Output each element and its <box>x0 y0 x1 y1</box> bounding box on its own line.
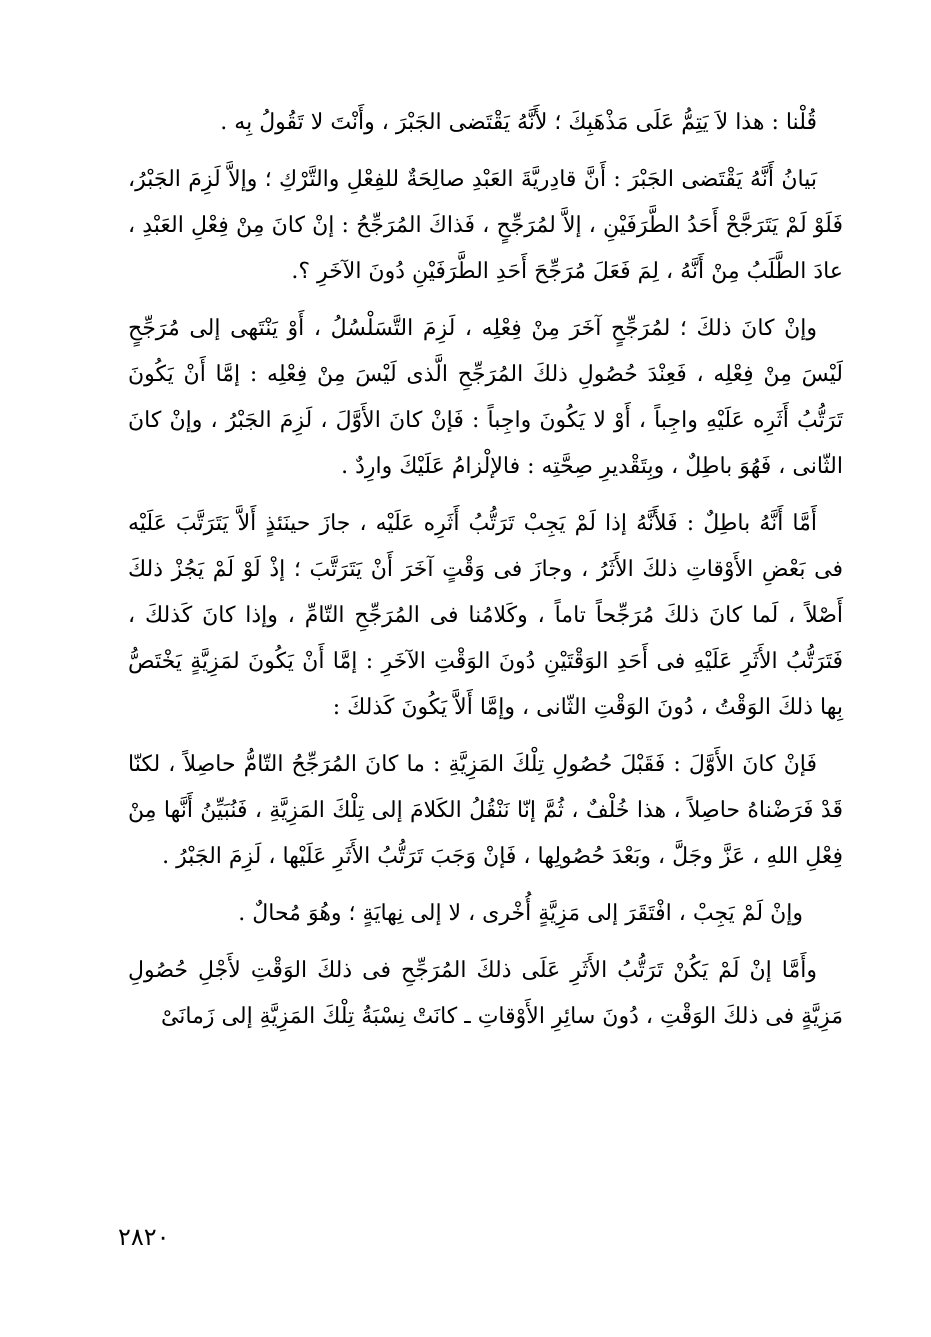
paragraph-6: وإنْ لَمْ يَجِبْ ، افْتَقَرَ إلى مَزِيَّةٍ أُخْرى ، لا إلى نِهايَةٍ ؛ وهُوَ مُحالٌ . <box>238 901 803 926</box>
paragraph-1: قُلْنا : هذا لاَ يَتِمُّ عَلَى مَذْهَبِكَ ؛ لأَنَّهُ يَقْتَضى الجَبْرَ ، وأَنْتَ لا تَقُولُ بِه . <box>220 110 817 135</box>
paragraph-4: أَمَّا أَنَّهُ باطِلٌ : فَلأَنَّهُ إذا لَمْ يَجِبْ تَرَتُّبُ أَثَرِه عَلَيْه ، جازَ حينَئذٍ أَلاَّ يَتَرَتَّبَ عَلَيْه فى بَعْضِ الأَوْقاتِ ذلكَ الأَثَرُ ، وجازَ فى وَقْتٍ آخَرَ أَنْ يَتَرَتَّبَ ؛ إذْ لَوْ لَمْ يَجُزْ ذلكَ أَصْلاً ، لَما كانَ ذلكَ مُرَجِّحاً تاماً ، وكَلامُنا فى المُرَجِّحِ التّامِّ ، وإذا كانَ كَذلكَ ، فَتَرَتُّبُ الأَثَرِ عَلَيْهِ فى أَحَدِ الوَقْتَيْنِ دُونَ الوَقْتِ الآخَرِ : إمَّا أَنْ يَكُونَ لمَزِيَّةٍ يَخْتَصُّ بِها ذلكَ الوَقْتُ ، دُونَ الوَقْتِ الثّانى ، وإمَّا أَلاَّ يَكُونَ كَذلكَ : <box>128 511 843 720</box>
paragraph-2: بَيانُ أَنَّهُ يَقْتَضى الجَبْرَ : أَنَّ قادِريَّةَ العَبْدِ صالِحَةٌ للفِعْلِ والتَّرْكِ ؛ وإلاَّ لَزِمَ الجَبْرُ، فَلَوْ لَمْ يَتَرَجَّحْ أَحَدُ الطَّرَفَيْنِ ، إلاَّ لمُرَجِّحٍ ، فَذاكَ المُرَجِّحُ : إنْ كانَ مِنْ فِعْلِ العَبْدِ ، عادَ الطَّلَبُ مِنْ أَنَّهُ ، لِمَ فَعَلَ مُرَجِّحَ أَحَدِ الطَّرَفَيْنِ دُونَ الآخَرِ ؟. <box>128 167 843 284</box>
paragraph-7: وأَمَّا إنْ لَمْ يَكُنْ تَرَتُّبُ الأَثَرِ عَلَى ذلكَ المُرَجِّحِ فى ذلكَ الوَقْتِ لأَجْلِ حُصُولِ مَزِيَّةٍ فى ذلكَ الوَقْتِ ، دُونَ سائِرِ الأَوْقاتِ ـ كانَتْ نِسْبَةُ تِلْكَ المَزِيَّةِ إلى زَمانَىْ <box>128 958 843 1029</box>
paragraph-5: فَإنْ كانَ الأَوَّلَ : فَقَبْلَ حُصُولِ تِلْكَ المَزِيَّةِ : ما كانَ المُرَجِّحُ التّامُّ حاصِلاً ، لكنّا قَدْ فَرَضْناهُ حاصِلاً ، هذا خُلْفٌ ، ثُمَّ إنّا نَنْقُلُ الكَلامَ إلى تِلْكَ المَزِيَّةِ ، فَنُبَيِّنُ أَنَّها مِنْ فِعْلِ اللهِ ، عَزَّ وجَلَّ ، وبَعْدَ حُصُولِها ، فَإنْ وَجَبَ تَرَتُّبُ الأَثَرِ عَلَيْها ، لَزِمَ الجَبْرُ . <box>128 752 843 869</box>
page-number: ٢٨٢٠ <box>118 1223 170 1251</box>
paragraph-3: وإنْ كانَ ذلكَ ؛ لمُرَجِّحٍ آخَرَ مِنْ فِعْلِه ، لَزِمَ التَّسَلْسُلُ ، أَوْ يَنْتَهى إلى مُرَجِّحٍ لَيْسَ مِنْ فِعْلِه ، فَعِنْدَ حُصُولِ ذلكَ المُرَجِّحِ الَّذى لَيْسَ مِنْ فِعْلِه : إمَّا أَنْ يَكُونَ تَرَتُّبُ أَثَرِه عَلَيْهِ واجِباً ، أَوْ لا يَكُونَ واجِباً : فَإنْ كانَ الأَوَّلَ ، لَزِمَ الجَبْرُ ، وإنْ كانَ الثّانى ، فَهُوَ باطِلٌ ، وبِتَقْديرِ صِحَّتِه : فالإلْزامُ عَلَيْكَ وارِدٌ . <box>128 316 843 479</box>
body-text <box>128 100 843 1051</box>
